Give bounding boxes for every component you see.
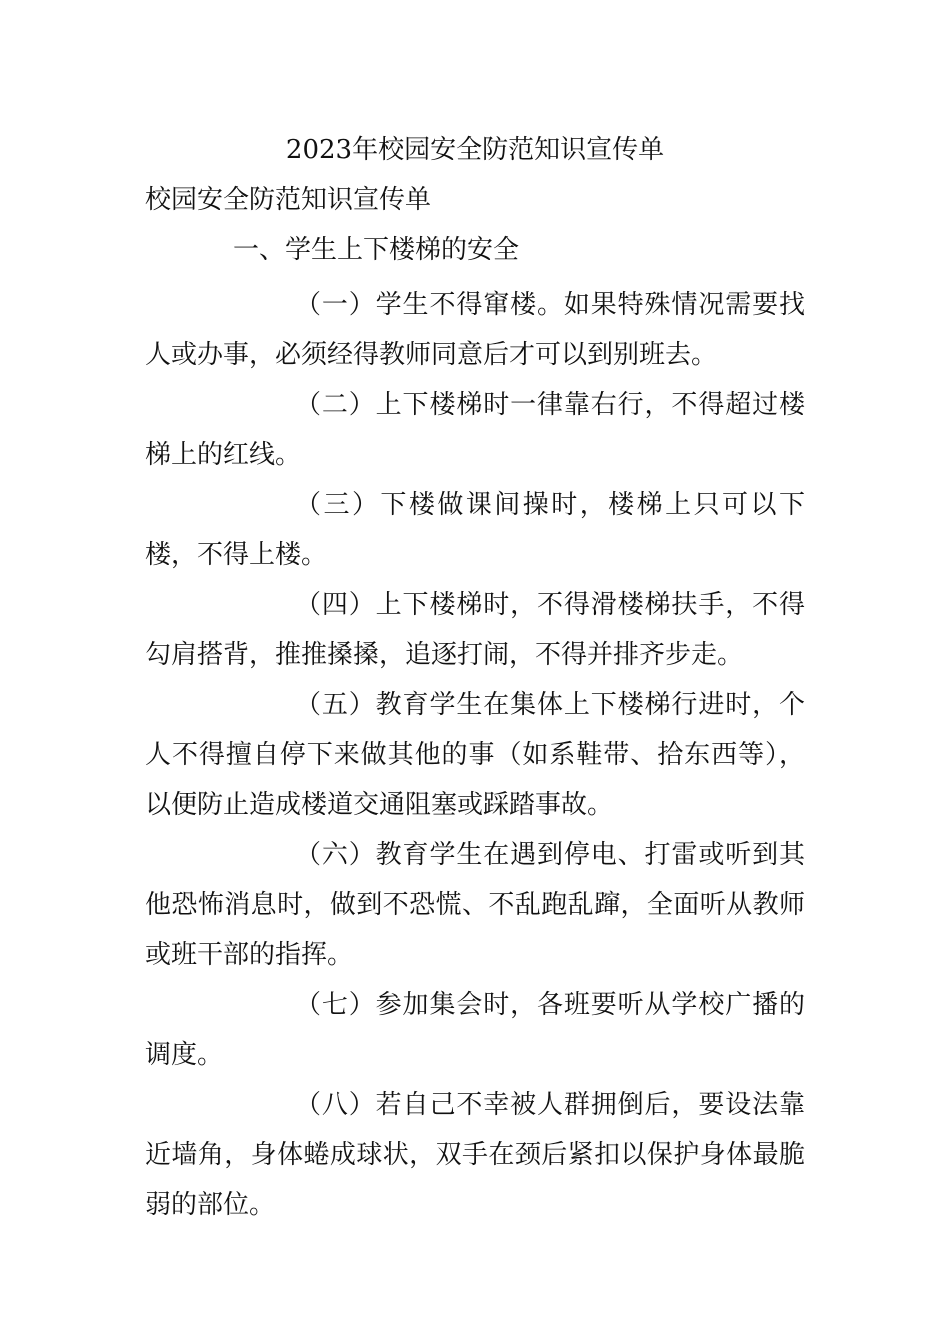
rule-item-4: （四）上下楼梯时，不得滑楼梯扶手，不得勾肩搭背，推推搡搡，追逐打闹，不得并排齐步走。	[145, 590, 805, 670]
rule-item-2: （二）上下楼梯时一律靠右行，不得超过楼梯上的红线。	[145, 390, 805, 470]
rules-list	[145, 280, 805, 1230]
document-title: 2023年校园安全防范知识宣传单	[285, 135, 665, 165]
rule-item-8: （八）若自己不幸被人群拥倒后，要设法靠近墙角，身体蜷成球状，双手在颈后紧扣以保护身体最脆弱的部位。	[145, 1090, 805, 1220]
rule-item-3: （三）下楼做课间操时，楼梯上只可以下楼，不得上楼。	[145, 490, 805, 570]
rule-item-1: （一）学生不得窜楼。如果特殊情况需要找人或办事，必须经得教师同意后才可以到别班去。	[145, 290, 805, 370]
rule-item-7: （七）参加集会时，各班要听从学校广播的调度。	[145, 990, 805, 1070]
rule-item-6: （六）教育学生在遇到停电、打雷或听到其他恐怖消息时，做到不恐慌、不乱跑乱蹿，全面听从教师或班干部的指挥。	[145, 840, 805, 970]
document-subtitle: 校园安全防范知识宣传单	[145, 185, 432, 215]
section-heading: 一、学生上下楼梯的安全	[233, 235, 520, 265]
rule-item-5: （五）教育学生在集体上下楼梯行进时，个人不得擅自停下来做其他的事（如系鞋带、拾东西等），以便防止造成楼道交通阻塞或踩踏事故。	[145, 690, 805, 820]
